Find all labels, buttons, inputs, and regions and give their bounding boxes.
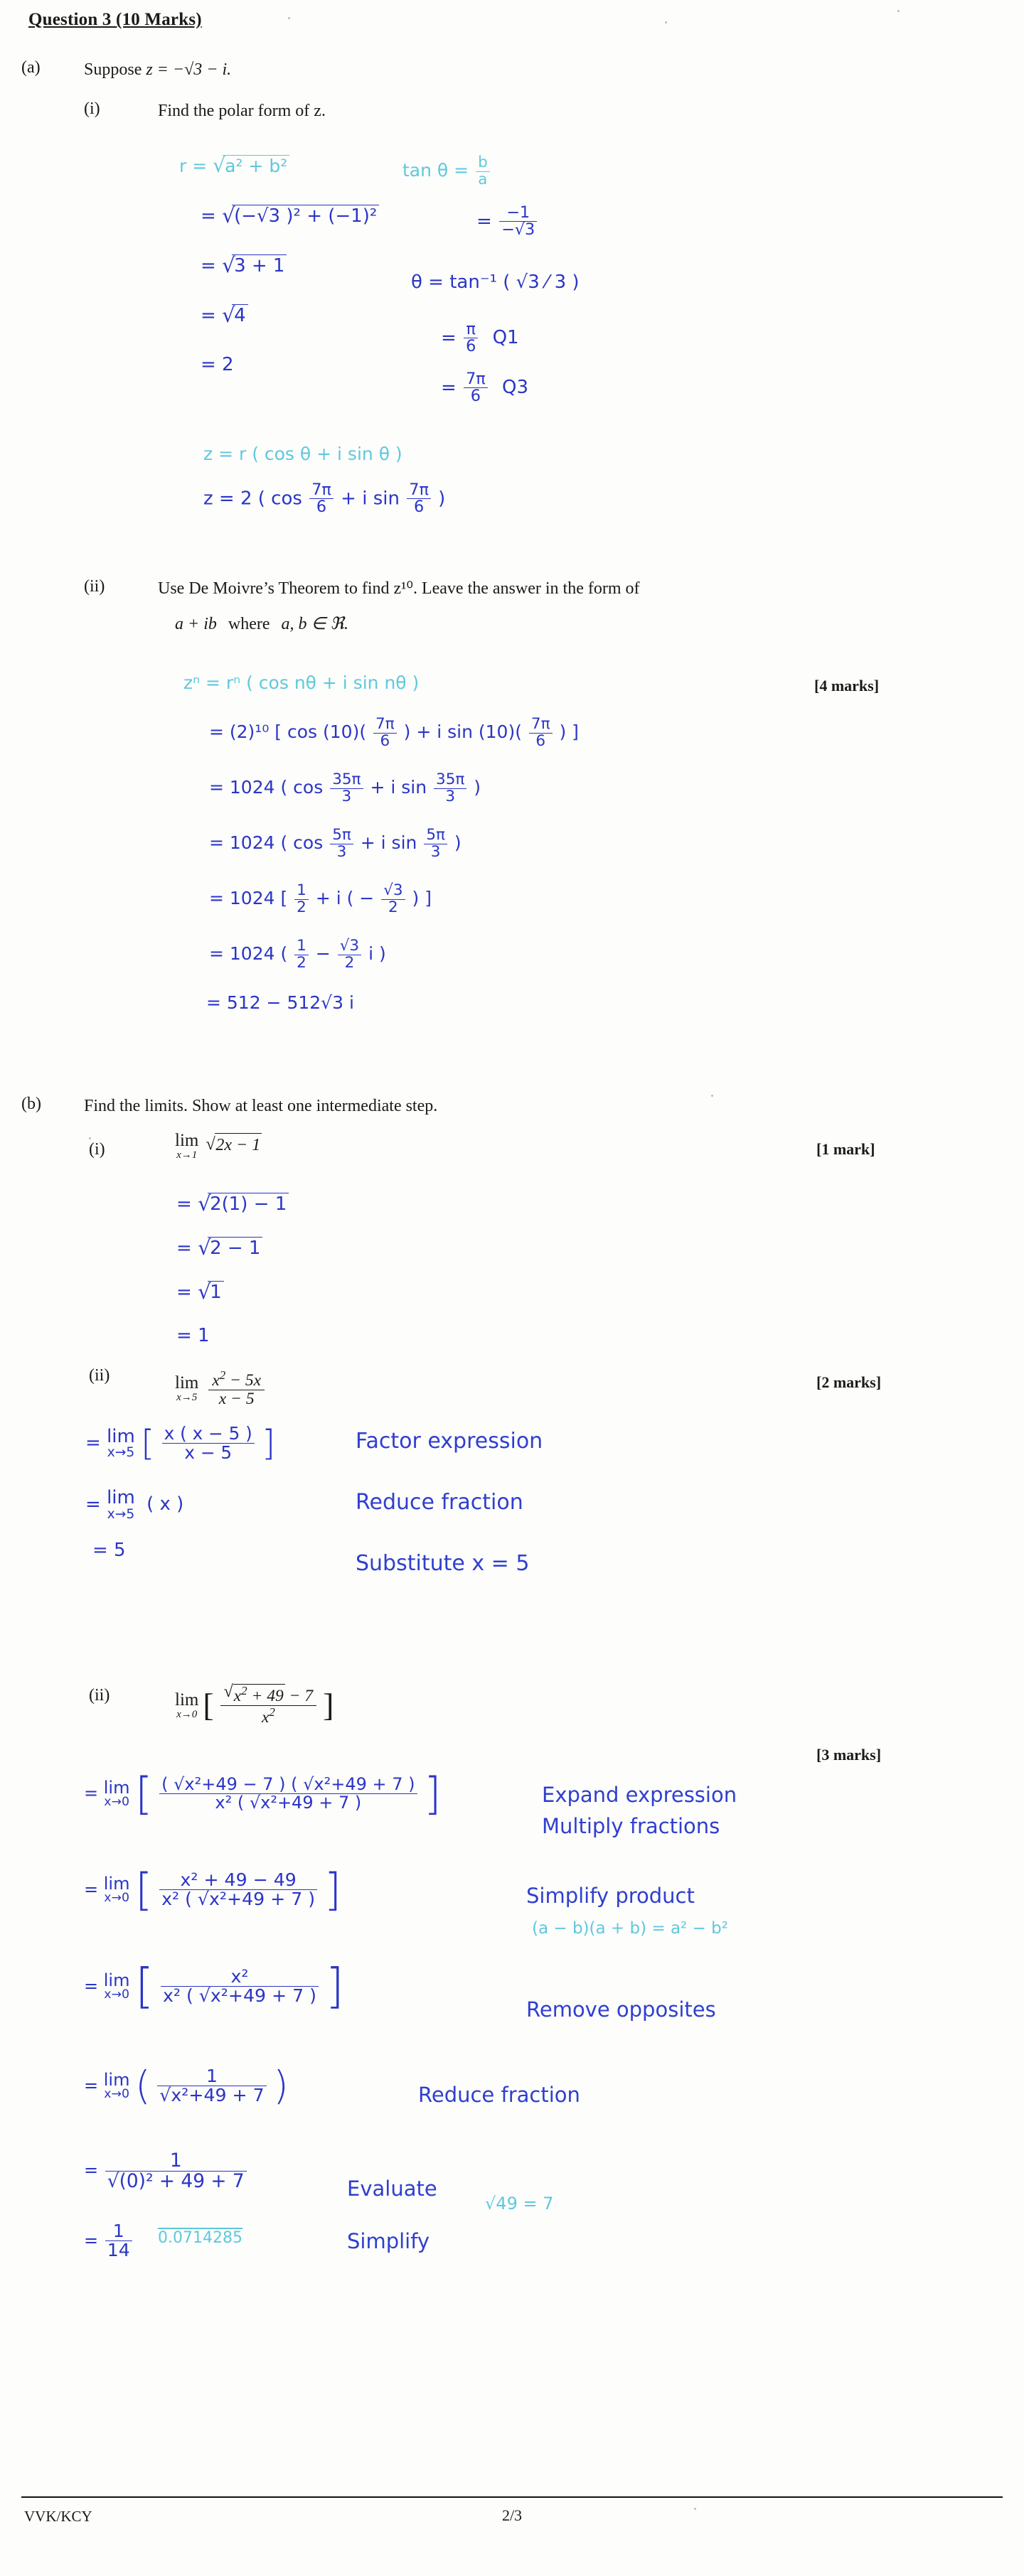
hw-b-i-radical-3: √ 1 — [198, 1281, 224, 1303]
hw-b-iii-s2-bracket-close: ] — [324, 1863, 342, 1916]
hw-a-i-r-formula — [179, 155, 289, 176]
hw-b-iii-s5-fraction: $\frac{1}{\text{√(0)² + 49 + 7}}$ — [105, 2151, 247, 2191]
part-b-iii-expression: lim x→0 [ √ $\frac{x^2 + 49 - 7}{x^2}$ ] — [175, 1683, 334, 1727]
part-a-ii-text-1: Use De Moivre’s Theorem to find z¹⁰. Leave the answer in the form of — [158, 579, 640, 598]
hw-b-iii-s3-bracket-close: ] — [325, 1958, 344, 2014]
part-b-i-marks: [1 mark] — [816, 1140, 875, 1158]
hw-a-ii-l6-frac-2: $\frac{√3}{2}$ — [338, 938, 361, 971]
part-a-i-text: Find the polar form of z. — [158, 102, 326, 120]
hw-a-ii-line4: = 1024 ( cos $\frac{5\pi}{3}$ + i sin $\frac{5\pi}{3}$ ) — [209, 826, 462, 861]
hw-a-i-z-fraction-2: $\frac{7\pi}{6}$ — [407, 482, 431, 516]
hw-b-iii-s2-fraction: $\frac{\text{x² + 49 − 49}}{\text{x² ( √x²+49 + 7 )}}$ — [159, 1871, 317, 1909]
part-b-ii-expression — [175, 1369, 267, 1409]
hw-b-ii-line3: = 5 — [92, 1540, 126, 1561]
hw-a-i-theta-q1: = $\frac{\pi}{6}$ Q1 — [441, 320, 519, 356]
part-a-label: (a) — [21, 58, 41, 77]
hw-b-i-line1: = √ 2(1) − 1 — [176, 1193, 289, 1215]
hw-b-iii-s1-bracket-open: [ — [135, 1767, 153, 1820]
hw-b-iii-step2: = lim x→0 [ $\frac{\text{x² + 49 − 49}}{\text{x² ( √x²+49 + 7 )}}$ ] — [84, 1863, 342, 1916]
hw-a-i-tan-fraction: $\frac{b}{a}$ — [476, 155, 490, 188]
hw-b-iii-s4-paren-close: ) — [273, 2063, 289, 2109]
hw-a-i-z-fraction-1: $\frac{7\pi}{6}$ — [309, 482, 334, 516]
hw-a-i-r-label: r = — [179, 156, 208, 176]
part-b-text: Find the limits. Show at least one intermediate step. — [84, 1097, 438, 1115]
hw-a-i-q3-tag: Q3 — [502, 377, 529, 399]
paper-speck — [665, 21, 667, 23]
hw-b-ii-limit-1: lim x→5 — [107, 1425, 135, 1461]
hw-b-i-radical-2: √ 2 − 1 — [198, 1237, 262, 1259]
hw-b-iii-limit-2: lim x→0 — [103, 1873, 130, 1906]
hw-a-i-line4: = √ 4 — [201, 304, 248, 326]
hw-b-iii-s4-paren-open: ( — [135, 2063, 151, 2109]
hw-b-iii-s1-bracket-close: ] — [424, 1767, 442, 1820]
hw-a-ii-line3: = 1024 ( cos $\frac{35\pi}{3}$ + i sin $\frac{35\pi}{3}$ ) — [209, 771, 481, 805]
hw-a-ii-line7: = 512 − 512√3 i — [206, 992, 354, 1013]
hw-b-ii-limit-2: lim x→5 — [107, 1487, 135, 1522]
part-b-ii-label: (ii) — [89, 1366, 110, 1385]
part-a-i-label: (i) — [84, 100, 100, 118]
hw-a-ii-line5: = 1024 [ $\frac{1}{2}$ + i ( − $\frac{√3}{2}$ ) ] — [209, 881, 432, 916]
hw-b-ii-line1: = lim x→5 [ $\frac{x ( x - 5 )}{x - 5}$ ] — [85, 1422, 276, 1464]
b-i-radical: √ 2x − 1 — [206, 1133, 262, 1156]
hw-b-ii-fraction: $\frac{x ( x - 5 )}{x - 5}$ — [162, 1424, 255, 1462]
footer-initials: VVK/KCY — [24, 2508, 92, 2525]
part-b-label: (b) — [21, 1095, 41, 1113]
hw-a-i-theta-line: θ = tan⁻¹ ( √3 ⁄ 3 ) — [411, 272, 580, 293]
annotation-evaluate: Evaluate — [347, 2177, 437, 2201]
hw-b-iii-step4: = lim x→0 ( $\frac{1}{\text{√x²+49 + 7}}$ ) — [84, 2063, 289, 2109]
hw-a-i-line2: = √ (−√3 )² + (−1)² — [201, 205, 379, 227]
hw-b-ii-bracket-open: [ — [141, 1422, 155, 1464]
hw-a-ii-l5-frac-1: $\frac{1}{2}$ — [294, 883, 309, 916]
hw-b-i-line4: = 1 — [176, 1325, 210, 1346]
paper-speck — [711, 1095, 713, 1097]
hw-a-i-z-formula: z = r ( cos θ + i sin θ ) — [203, 444, 402, 464]
hw-a-ii-l2-frac-1: $\frac{7\pi}{6}$ — [373, 717, 397, 749]
hw-a-ii-line6: = 1024 ( $\frac{1}{2}$ − $\frac{√3}{2}$ i ) — [209, 937, 386, 972]
hw-a-ii-demoivre-formula: zⁿ = rⁿ ( cos nθ + i sin nθ ) — [183, 672, 420, 693]
hw-a-i-theta-q3: = $\frac{7\pi}{6}$ Q3 — [441, 370, 529, 406]
hw-b-iii-s3-fraction: $\frac{\text{x²}}{\text{x² ( √x²+49 + 7 )}}$ — [161, 1968, 319, 2006]
hw-b-iii-step3: = lim x→0 [ $\frac{\text{x²}}{\text{x² ( √x²+49 + 7 )}}$ ] — [84, 1958, 344, 2014]
part-a-ii-marks: [4 marks] — [814, 677, 880, 694]
hw-b-iii-s1-fraction: $\frac{\text{( √x²+49 − 7 ) ( √x²+49 + 7 )}}{\text{x² ( √x²+49 + 7 )}}$ — [159, 1776, 417, 1812]
annotation-reduce-fraction-2: Reduce fraction — [418, 2083, 580, 2107]
hw-a-i-r-radical: √ a² + b² — [213, 155, 289, 176]
hw-b-iii-s3-bracket-open: [ — [135, 1958, 154, 2014]
part-b-i-label: (i) — [89, 1140, 105, 1159]
hw-b-iii-s6-fraction: $\frac{1}{14}$ — [105, 2222, 132, 2260]
hw-a-ii-l6-frac-1: $\frac{1}{2}$ — [294, 938, 309, 971]
hw-b-iii-step6: = $\frac{1}{14}$ — [84, 2222, 134, 2260]
hw-b-ii-bracket-close: ] — [262, 1422, 276, 1464]
annotation-substitute: Substitute x = 5 — [356, 1551, 530, 1576]
annotation-reduce-fraction: Reduce fraction — [356, 1490, 523, 1515]
hw-a-i-line2-radical: √ (−√3 )² + (−1)² — [222, 205, 379, 227]
footer-page-number: 2/3 — [501, 2506, 523, 2524]
hw-b-i-radical-1: √ 2(1) − 1 — [198, 1193, 289, 1215]
hw-a-ii-line2: = (2)¹⁰ [ cos (10)( $\frac{7\pi}{6}$ ) + i sin (10)( $\frac{7\pi}{6}$ ) ] — [209, 715, 579, 750]
part-a-stem — [84, 58, 231, 81]
hw-a-i-line4-radical: √ 4 — [222, 304, 248, 326]
hw-a-i-line3: = √ 3 + 1 — [201, 254, 287, 277]
part-a-ii-label: (ii) — [84, 577, 105, 596]
b-iii-fraction: √ $\frac{x^2 + 49 - 7}{x^2}$ — [220, 1684, 316, 1727]
hw-a-i-theta-q3-fraction: $\frac{7\pi}{6}$ — [464, 371, 488, 405]
paper-speck — [897, 10, 900, 12]
hw-b-iii-s2-bracket-open: [ — [135, 1863, 153, 1916]
limit-operator-b-ii: lim x→5 — [175, 1373, 199, 1404]
hw-a-i-tan-formula: tan θ = $\frac{b}{a}$ — [402, 155, 491, 188]
hw-b-iii-limit-3: lim x→0 — [103, 1970, 130, 2002]
annotation-factor-expression: Factor expression — [356, 1429, 543, 1454]
part-b-iii-label: (ii) — [89, 1686, 110, 1705]
hw-a-ii-l4-frac-2: $\frac{5\pi}{3}$ — [424, 827, 447, 860]
hw-a-ii-l3-frac-1: $\frac{35\pi}{3}$ — [330, 772, 363, 805]
part-b-iii-marks: [3 marks] — [816, 1746, 882, 1764]
limit-operator-b-iii: lim x→0 — [175, 1690, 199, 1720]
annotation-simplify: Simplify — [347, 2229, 430, 2253]
annotation-expand-expression: Expand expression — [542, 1783, 737, 1807]
hw-b-iii-limit-4: lim x→0 — [103, 2069, 130, 2102]
annotation-simplify-product: Simplify product — [526, 1884, 695, 1908]
page-title: Question 3 (10 Marks) — [28, 10, 202, 29]
hw-b-ii-line2: = lim x→5 ( x ) — [85, 1487, 184, 1522]
part-a-ii-text-2: a + ib where a, b ∈ ℜ. — [175, 615, 348, 633]
footer-divider — [21, 2496, 1003, 2498]
paper-speck — [288, 17, 290, 19]
hw-b-iii-limit-1: lim x→0 — [103, 1777, 130, 1810]
part-a-stem-prefix: Suppose — [84, 60, 146, 79]
hw-a-ii-l5-frac-2: $\frac{√3}{2}$ — [381, 883, 405, 916]
paper-speck — [694, 2508, 696, 2510]
b-ii-fraction: $\frac{x^2 - 5x}{x - 5}$ — [208, 1369, 265, 1409]
hw-a-i-line3-radical: √ 3 + 1 — [222, 254, 287, 277]
hw-b-iii-s4-fraction: $\frac{1}{\text{√x²+49 + 7}}$ — [157, 2067, 266, 2105]
hw-b-i-line3: = √ 1 — [176, 1281, 224, 1303]
hw-a-i-z-result: z = 2 ( cos $\frac{7\pi}{6}$ + i sin $\frac{7\pi}{6}$ ) — [203, 481, 446, 517]
part-a-stem-math: z = −√3 − i. — [146, 60, 232, 79]
part-b-i-expression — [175, 1132, 262, 1161]
annotation-multiply-fractions: Multiply fractions — [542, 1814, 720, 1838]
hw-a-i-tan-value: = $\frac{-1}{-√3}$ — [476, 205, 538, 239]
hw-a-ii-l2-frac-2: $\frac{7\pi}{6}$ — [529, 717, 553, 749]
annotation-difference-of-squares: (a − b)(a + b) = a² − b² — [532, 1919, 728, 1938]
hw-a-i-theta-q1-fraction: $\frac{\pi}{6}$ — [464, 321, 478, 355]
annotation-sqrt49: √49 = 7 — [485, 2194, 554, 2213]
limit-operator-b-i: lim x→1 — [175, 1131, 199, 1161]
hw-a-i-line5: = 2 — [201, 354, 234, 375]
hw-a-i-q1-tag: Q1 — [492, 327, 519, 349]
paper-speck — [89, 1137, 91, 1139]
hw-b-iii-step5: = $\frac{1}{\text{√(0)² + 49 + 7}}$ — [84, 2151, 248, 2191]
hw-a-ii-l4-frac-1: $\frac{5\pi}{3}$ — [330, 827, 353, 860]
part-b-ii-marks: [2 marks] — [816, 1373, 882, 1391]
hw-a-ii-l3-frac-2: $\frac{35\pi}{3}$ — [434, 772, 466, 805]
hw-b-iii-step1: = lim x→0 [ $\frac{\text{( √x²+49 − 7 ) ( √x²+49 + 7 )}}{\text{x² ( √x²+49 + 7 )}}$ ] — [84, 1767, 442, 1820]
hw-b-iii-decimal-value: 0.0714285 — [158, 2229, 242, 2247]
hw-b-i-line2: = √ 2 − 1 — [176, 1237, 262, 1259]
annotation-remove-opposites: Remove opposites — [526, 1997, 716, 2022]
hw-a-i-tan-value-fraction: $\frac{-1}{-√3}$ — [499, 205, 537, 239]
